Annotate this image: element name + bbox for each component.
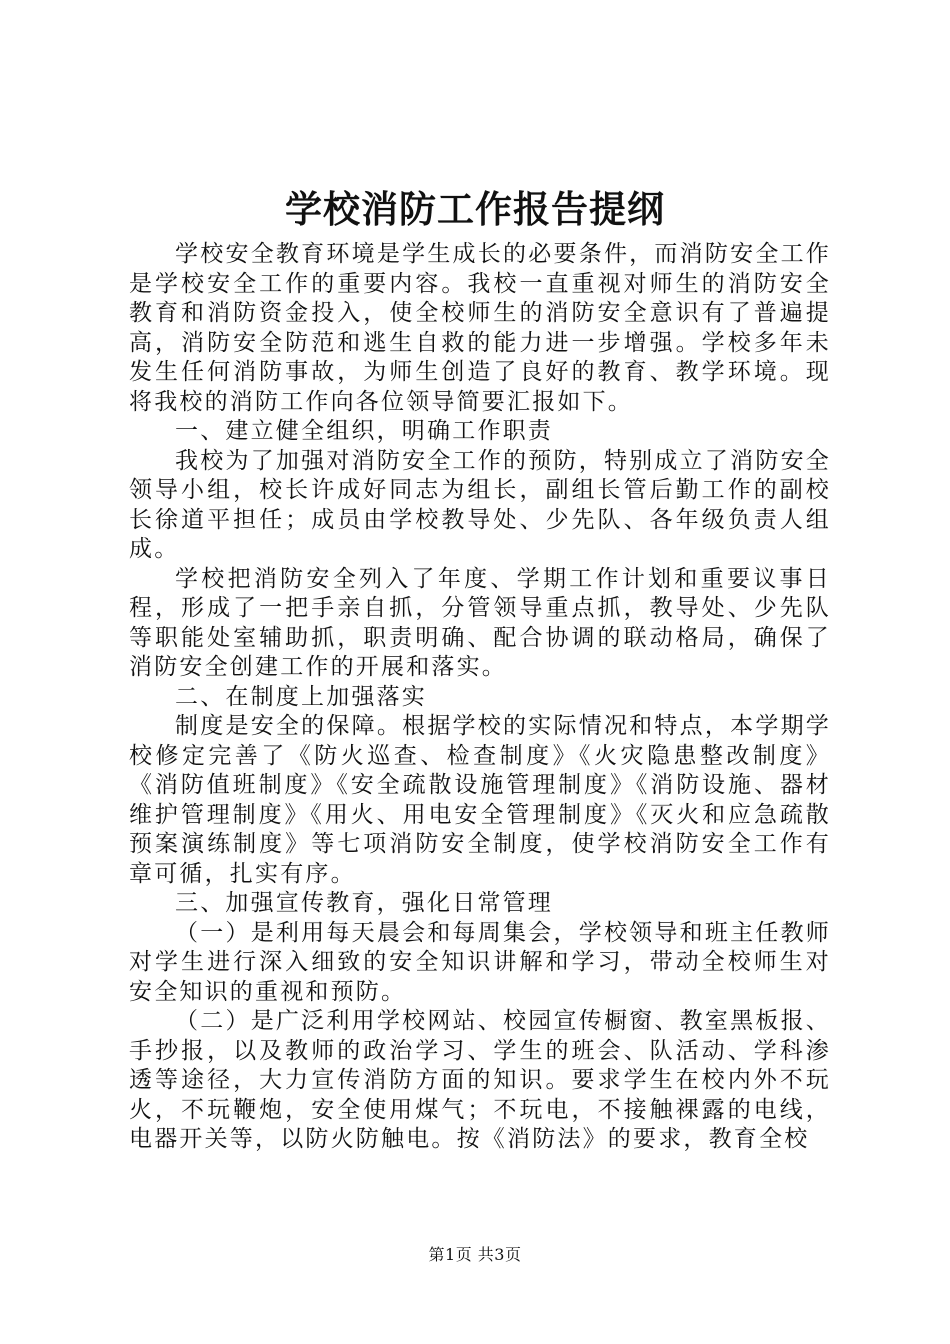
section-heading-1: 一、建立健全组织，明确工作职责 <box>175 418 553 444</box>
paragraph-regulations: 制度是安全的保障。根据学校的实际情况和特点，本学期学校修定完善了《防火巡查、检查制度》《火灾隐患整改制度》《消防值班制度》《安全疏散设施管理制度》《消防设施、器材维护管理制度》《用火、用电安全管理制度》《灭火和应急疏散预案演练制度》等七项消防安全制度，使学校消防安全工作有章可循，扎实有序。 <box>129 713 831 887</box>
paragraph-item-2: （二）是广泛利用学校网站、校园宣传橱窗、教室黑板报、手抄报，以及教师的政治学习、学生的班会、队活动、学科渗透等途径，大力宣传消防方面的知识。要求学生在校内外不玩火，不玩鞭炮，安全使用煤气；不玩电，不接触裸露的电线，电器开关等，以防火防触电。按《消防法》的要求，教育全校 <box>129 1008 831 1152</box>
paragraph-responsibility: 学校把消防安全列入了年度、学期工作计划和重要议事日程，形成了一把手亲自抓，分管领导重点抓，教导处、少先队等职能处室辅助抓，职责明确、配合协调的联动格局，确保了消防安全创建工作的开展和落实。 <box>129 565 831 680</box>
section-heading-3: 三、加强宣传教育，强化日常管理 <box>175 890 553 916</box>
paragraph-organization: 我校为了加强对消防安全工作的预防，特别成立了消防安全领导小组，校长许成好同志为组长，副组长管后勤工作的副校长徐道平担任；成员由学校教导处、少先队、各年级负责人组成。 <box>129 447 831 562</box>
paragraph-item-1: （一）是利用每天晨会和每周集会，学校领导和班主任教师对学生进行深入细致的安全知识讲解和学习，带动全校师生对安全知识的重视和预防。 <box>129 919 831 1005</box>
document-title: 学校消防工作报告提纲 <box>285 187 665 231</box>
page-number-footer: 第1页 共3页 <box>428 1245 522 1264</box>
document-body <box>129 240 831 1155</box>
section-heading-2: 二、在制度上加强落实 <box>175 683 427 710</box>
paragraph-intro: 学校安全教育环境是学生成长的必要条件，而消防安全工作是学校安全工作的重要内容。我校一直重视对师生的消防安全教育和消防资金投入，使全校师生的消防安全意识有了普遍提高，消防安全防范和逃生自救的能力进一步增强。学校多年未发生任何消防事故，为师生创造了良好的教育、教学环境。现将我校的消防工作向各位领导简要汇报如下。 <box>129 241 831 415</box>
